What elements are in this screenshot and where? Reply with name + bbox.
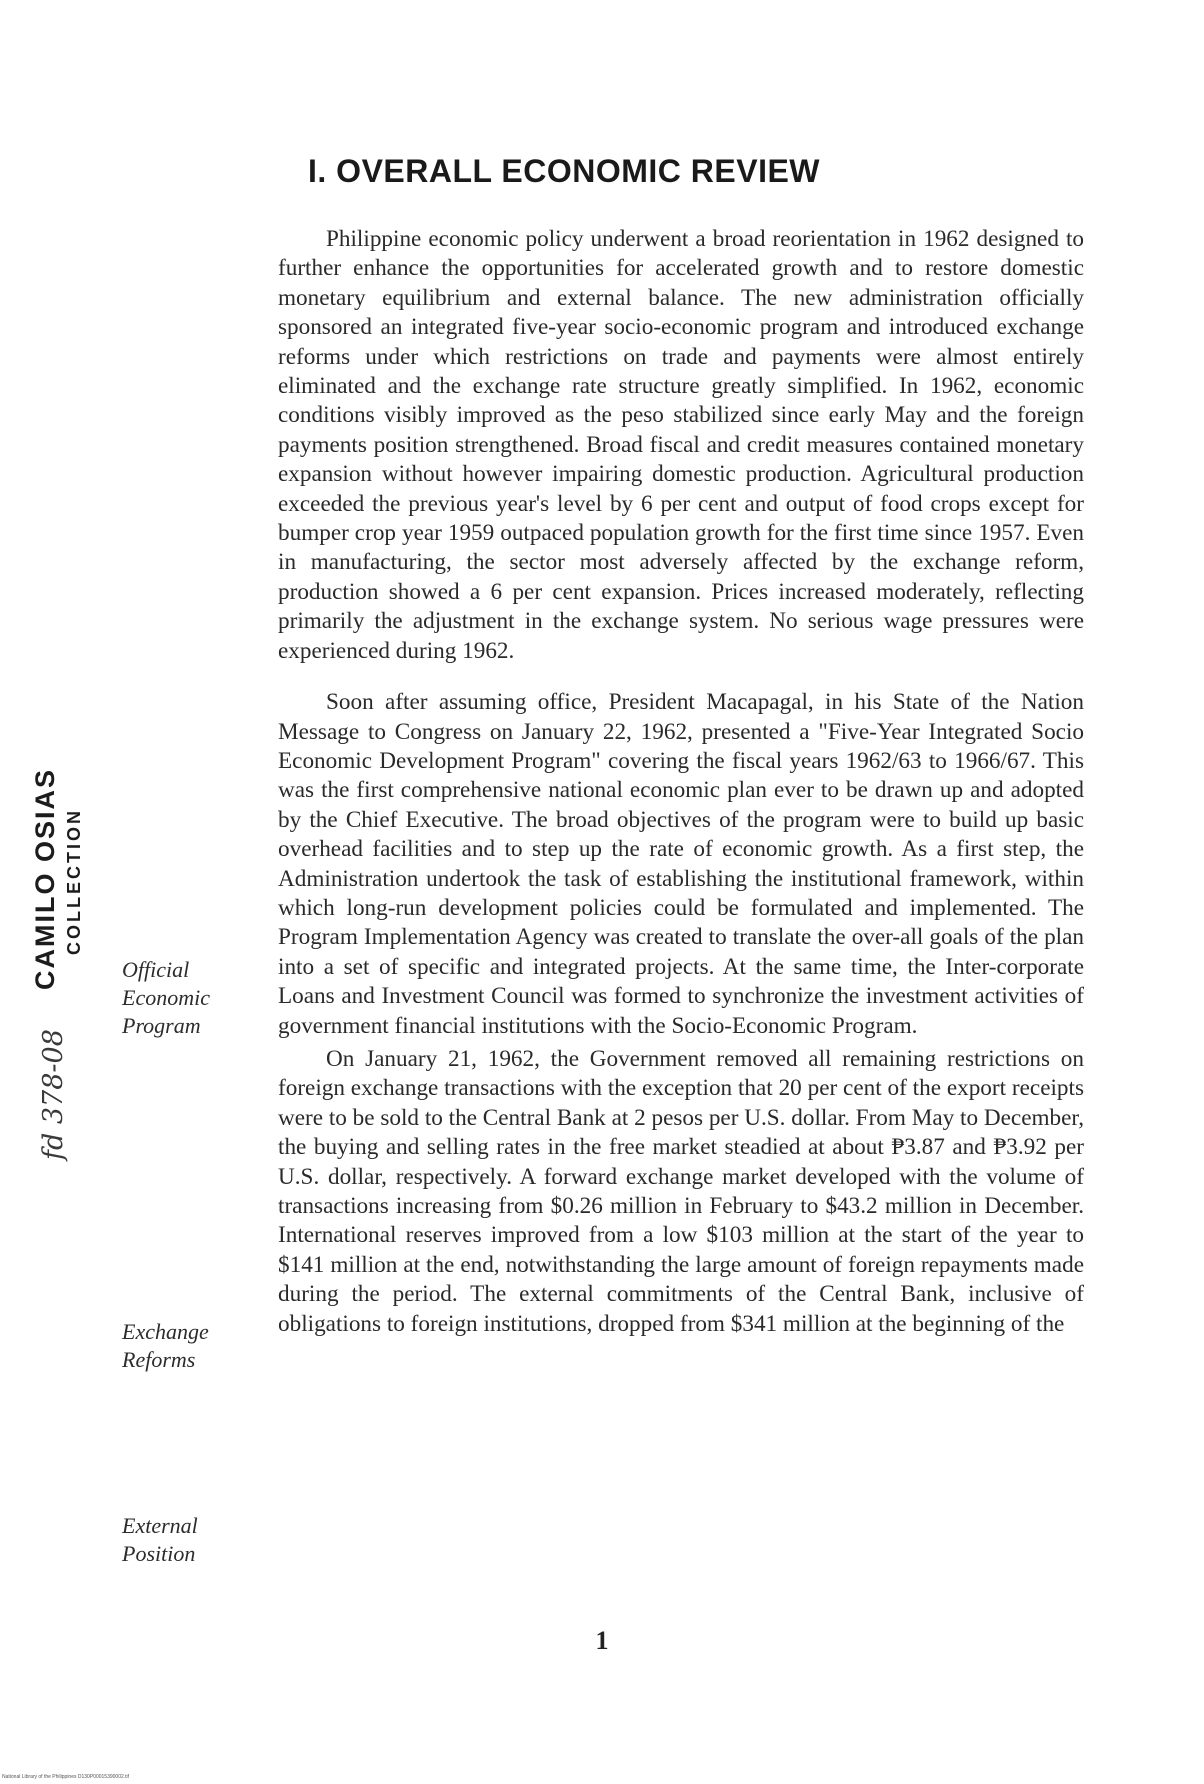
stamp-collection-label: COLLECTION: [64, 808, 84, 955]
collection-stamp: [28, 720, 98, 1160]
margin-note-line: Official: [122, 957, 190, 982]
page-number: 1: [595, 1626, 609, 1655]
paragraph-economic-program: Soon after assuming office, President Macapagal, in his State of the Nation Message to Congress on January 22, 1962, presented a "Five-Year Integrated Socio Economic Development Program" covering the fiscal years 1962/63 to 1966/67. This was the first comprehensive national economic plan ever to be drawn up and adopted by the Chief Executive. The broad objectives of the program were to build up basic overhead facilities and to step up the rate of economic growth. As a first step, the Administration undertook the task of establishing the institutional framework, within which long-run development policies could be formulated and implemented. The Program Implementation Agency was created to translate the over-all goals of the plan into a set of specific and integrated projects. At the same time, the Inter-corporate Loans and Investment Council was formed to synchronize the investment activities of government financial institutions with the Socio-Economic Program.: [278, 689, 1084, 1039]
margin-note-official-economic-program: [122, 956, 252, 1040]
paragraph-overview: Philippine economic policy underwent a broad reorientation in 1962 designed to further enhance the opportunities for accelerated growth and to restore domestic monetary equilibrium and external balance. The new administration officially sponsored an integrated five-year socio-economic program and introduced exchange reforms under which restrictions on trade and payments were almost entirely eliminated and the exchange rate structure greatly simplified. In 1962, economic conditions visibly improved as the peso stabilized since early May and the foreign payments position strengthened. Broad fiscal and credit measures contained monetary expansion without however impairing domestic production. Agricultural production exceeded the previous year's level by 6 per cent and output of food crops except for bumper crop year 1959 outpaced population growth for the first time since 1957. Even in manufacturing, the sector most adversely affected by the exchange reform, production showed a 6 per cent expansion. Prices increased moderately, reflecting primarily the adjustment in the exchange system. No serious wage pressures were experienced during 1962.: [278, 226, 1084, 664]
margin-note-line: Economic: [122, 985, 210, 1010]
handwritten-catalog-number: fd 378-08: [38, 1029, 69, 1160]
margin-note-line: External: [122, 1513, 198, 1538]
margin-note-line: Position: [122, 1541, 196, 1566]
margin-note-exchange-reforms: [122, 1318, 252, 1374]
footer-credit: National Library of the Philippines D130P00015390002.tif: [2, 1774, 130, 1780]
margin-note-external-position: [122, 1512, 252, 1568]
body-text: [278, 225, 1084, 1339]
page-title: I. OVERALL ECONOMIC REVIEW: [308, 153, 820, 189]
paragraph-exchange-reforms: On January 21, 1962, the Government removed all remaining restrictions on foreign exchange transactions with the exception that 20 per cent of the export receipts were to be sold to the Central Bank at 2 pesos per U.S. dollar. From May to December, the buying and selling rates in the free market steadied at about ₱3.87 and ₱3.92 per U.S. dollar, respectively. A forward exchange market developed with the volume of transactions increasing from $0.26 million in February to $43.2 million in December. International reserves improved from a low $103 million at the start of the year to $141 million at the end, notwithstanding the large amount of foreign repayments made during the period. The external commitments of the Central Bank, inclusive of obligations to foreign institutions, dropped from $341 million at the beginning of the: [278, 1045, 1084, 1337]
margin-note-line: Program: [122, 1013, 201, 1038]
margin-note-line: Reforms: [122, 1347, 196, 1372]
margin-note-line: Exchange: [122, 1319, 209, 1344]
stamp-collection-name: CAMILO OSIAS: [30, 767, 60, 990]
stamp-rotated-group: [28, 720, 98, 1160]
